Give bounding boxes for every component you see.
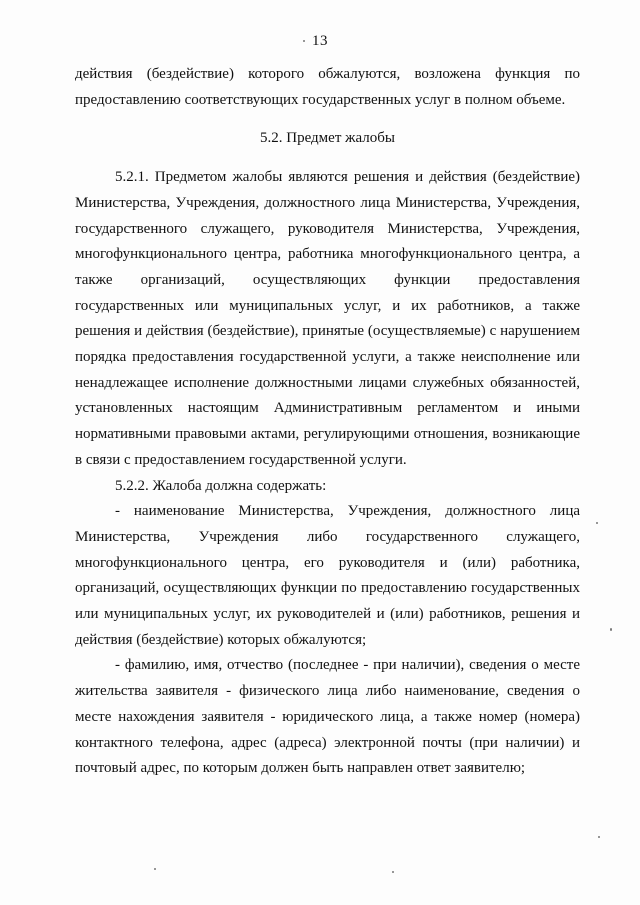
scan-speck [154, 868, 156, 870]
scan-speck [610, 628, 612, 631]
scan-speck [596, 522, 598, 524]
page-number: 13 [312, 33, 328, 49]
list-item: - наименование Министерства, Учреждения, должностного лица Министерства, Учреждения либо государственного служащего, многофункционального центра, его руководителя и (или) работника, организаций, осуществляющих функции по предоставлению государственных или муниципальных услуг, их руководителей и (или) работников, решения и действия (бездействие) которых обжалуются; [75, 503, 580, 648]
paragraph-5-2-2: 5.2.2. Жалоба должна содержать: [115, 477, 327, 494]
list-item: - фамилию, имя, отчество (последнее - при наличии), сведения о месте жительства заявителя - физического лица либо наименование, сведения о месте нахождения заявителя - юридического лица, а также номер (номера) контактного телефона, адрес (адреса) электронной почты (при наличии) и почтовый адрес, по которым должен быть направлен ответ заявителю; [75, 657, 580, 777]
scan-speck [392, 871, 394, 873]
scan-speck [303, 40, 305, 42]
continuation-paragraph: действия (бездействие) которого обжалуются, возложена функция по предоставлению соответствующих государственных услуг в полном объеме. [75, 66, 580, 108]
section-heading: 5.2. Предмет жалобы [260, 130, 395, 147]
scan-speck [598, 836, 600, 838]
paragraph-5-2-1: 5.2.1. Предметом жалобы являются решения и действия (бездействие) Министерства, Учреждения, должностного лица Министерства, Учреждения, государственного служащего, руководителя Министерства, Учреждения, многофункционального центра, работника многофункционального центра, а также организаций, осуществляющих функции предоставления государственных или муниципальных услуг, и их работников, а также решения и действия (бездействие), принятые (осуществляемые) с нарушением порядка предоставления государственной услуги, а также неисполнение или ненадлежащее исполнение должностными лицами служебных обязанностей, установленных настоящим Административным регламентом и иными нормативными правовыми актами, регулирующими отношения, возникающие в связи с предоставлением государственной услуги. [75, 169, 580, 468]
document-body [75, 62, 580, 782]
